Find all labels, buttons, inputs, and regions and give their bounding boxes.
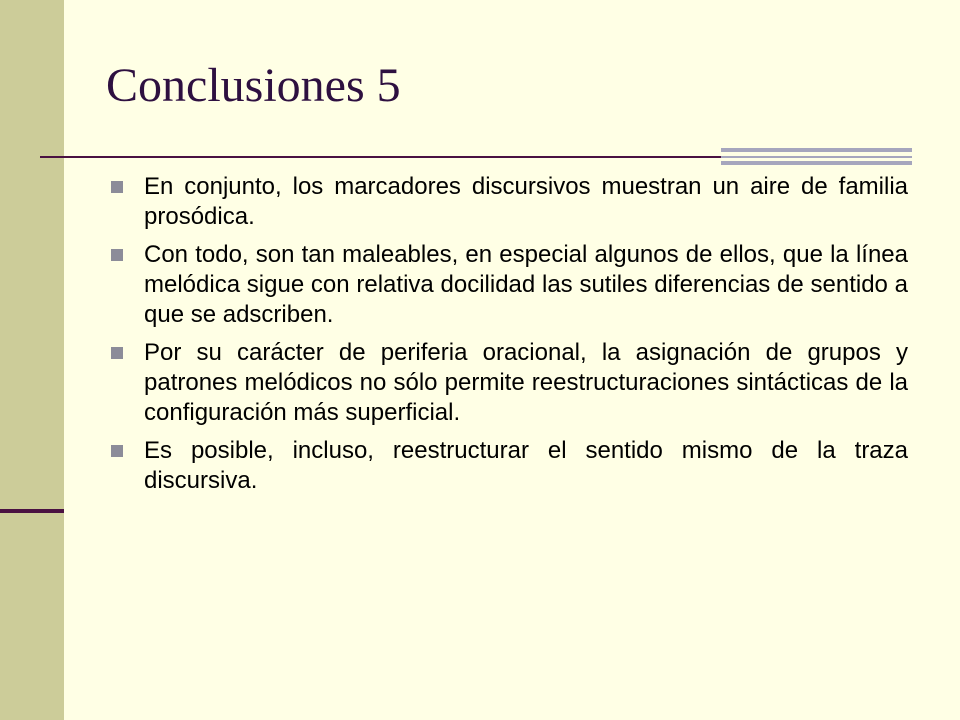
bullet-text: Es posible, incluso, reestructurar el sentido mismo de la traza discursiva. (144, 437, 908, 494)
bullet-item (108, 338, 908, 428)
bullet-text: Por su carácter de periferia oracional, la asignación de grupos y patrones melódicos no sólo permite reestructuraciones sintácticas de la configuración más superficial. (144, 339, 908, 426)
bullet-item (108, 436, 908, 496)
square-bullet-icon (111, 181, 123, 193)
bullet-text: Con todo, son tan maleables, en especial algunos de ellos, que la línea melódica sigue con relativa docilidad las sutiles diferencias de sentido a que se adscriben. (144, 241, 908, 328)
left-decorative-band (0, 0, 64, 720)
square-bullet-icon (111, 445, 123, 457)
bullet-list (108, 172, 908, 504)
bullet-item (108, 172, 908, 232)
title-rule-accent (721, 148, 912, 165)
square-bullet-icon (111, 249, 123, 261)
bullet-item (108, 240, 908, 330)
slide-title: Conclusiones 5 (106, 59, 401, 112)
left-band-rule (0, 509, 64, 513)
square-bullet-icon (111, 347, 123, 359)
bullet-text: En conjunto, los marcadores discursivos muestran un aire de familia prosódica. (144, 173, 908, 230)
